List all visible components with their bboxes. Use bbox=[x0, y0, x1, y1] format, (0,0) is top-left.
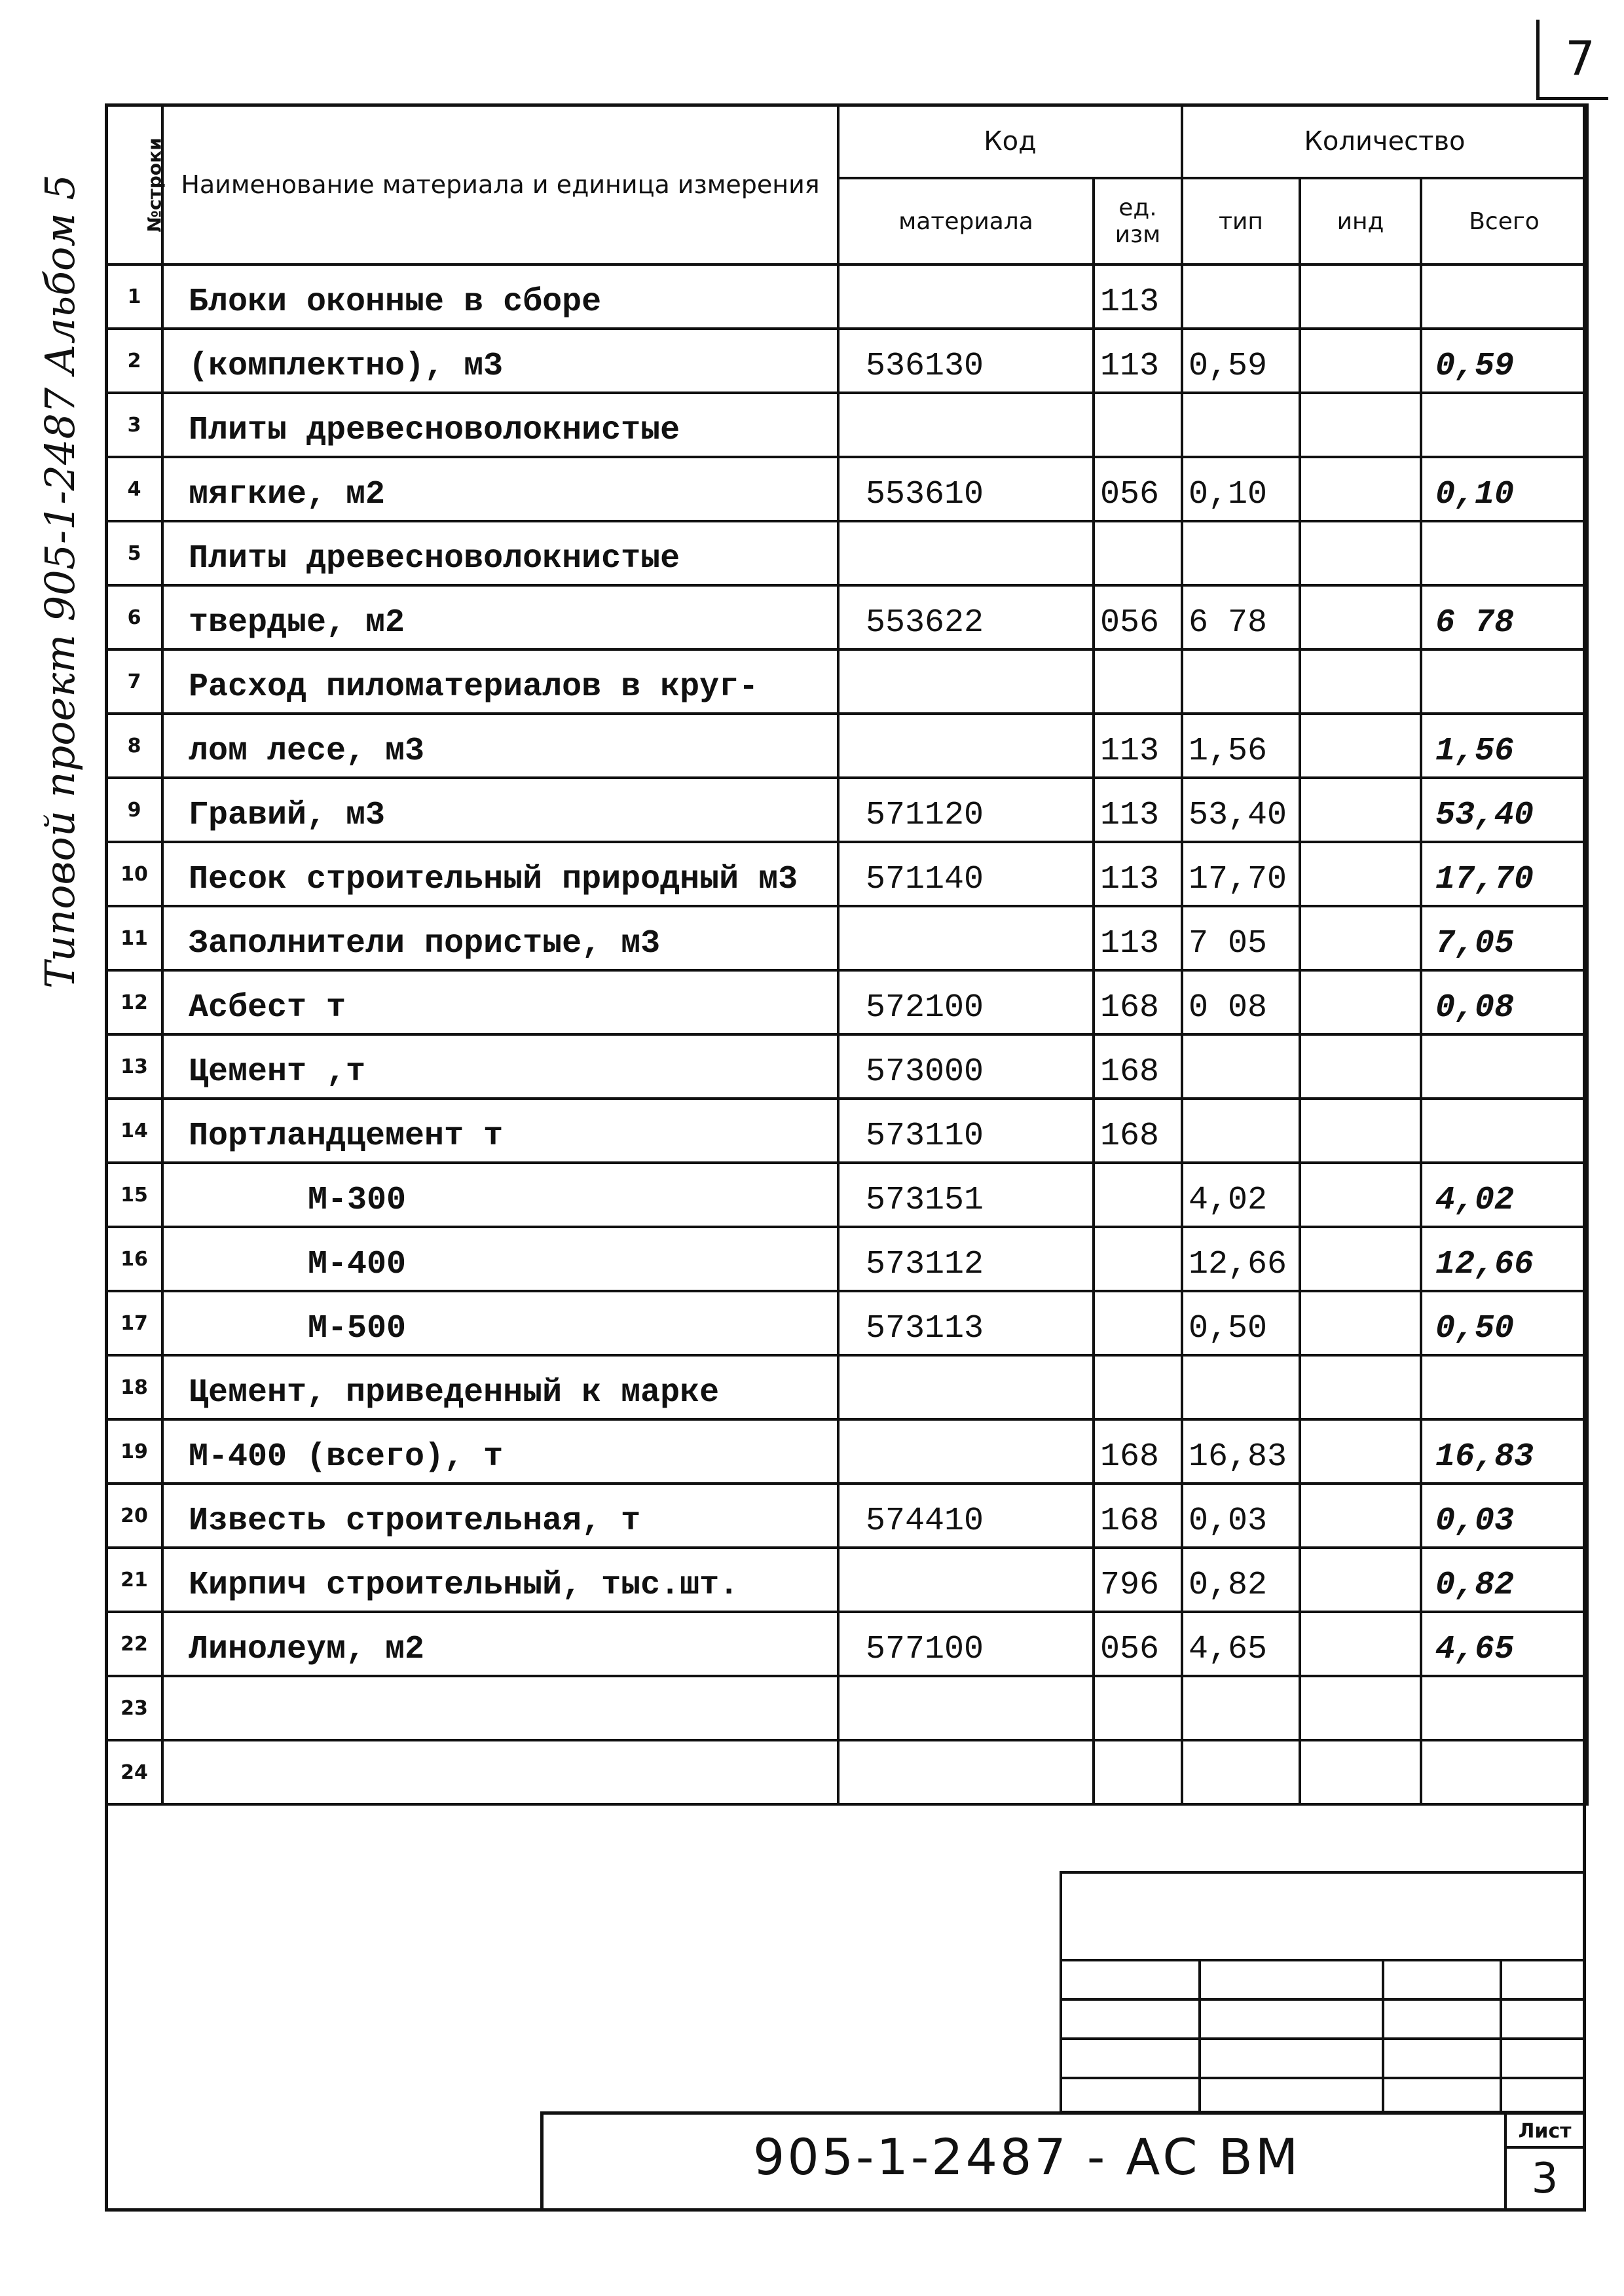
table-row bbox=[106, 1484, 1587, 1548]
quantity-type-cell: 0,59 bbox=[1182, 329, 1300, 393]
header-material-name: Наименование материала и единица измерения bbox=[162, 105, 838, 264]
row-number-cell: 9 bbox=[106, 778, 162, 842]
quantity-ind-cell bbox=[1300, 1612, 1421, 1676]
table-row bbox=[106, 1034, 1587, 1099]
material-name-cell: Цемент ,т bbox=[162, 1034, 838, 1099]
material-name-cell: Плиты древесноволокнистые bbox=[162, 521, 838, 585]
quantity-ind-cell bbox=[1300, 1740, 1421, 1804]
material-code-cell: 571120 bbox=[838, 778, 1094, 842]
material-code-cell: 574410 bbox=[838, 1484, 1094, 1548]
quantity-type-cell: 0,82 bbox=[1182, 1548, 1300, 1612]
row-number-cell: 3 bbox=[106, 393, 162, 457]
unit-code-cell bbox=[1094, 649, 1182, 714]
quantity-total-cell bbox=[1421, 393, 1587, 457]
side-annotation: Типовой проект 905-1-2487 Альбом 5 bbox=[36, 174, 84, 989]
unit-code-cell bbox=[1094, 1163, 1182, 1227]
material-name-cell: Линолеум, м2 bbox=[162, 1612, 838, 1676]
material-code-cell bbox=[838, 1419, 1094, 1484]
quantity-type-cell bbox=[1182, 393, 1300, 457]
quantity-ind-cell bbox=[1300, 1291, 1421, 1355]
unit-code-cell bbox=[1094, 1740, 1182, 1804]
table-row bbox=[106, 1740, 1587, 1804]
table-row bbox=[106, 778, 1587, 842]
table-row bbox=[106, 649, 1587, 714]
material-code-cell bbox=[838, 714, 1094, 778]
material-code-cell bbox=[838, 649, 1094, 714]
material-name-cell: Портландцемент т bbox=[162, 1099, 838, 1163]
quantity-total-cell: 53,40 bbox=[1421, 778, 1587, 842]
table-row bbox=[106, 457, 1587, 521]
quantity-total-cell: 7,05 bbox=[1421, 906, 1587, 970]
quantity-type-cell: 6 78 bbox=[1182, 585, 1300, 649]
material-name-cell: Гравий, м3 bbox=[162, 778, 838, 842]
stamp-line bbox=[1062, 2037, 1583, 2040]
unit-code-cell: 113 bbox=[1094, 264, 1182, 329]
header-row-number-label: №строки bbox=[143, 137, 166, 232]
stamp-line bbox=[1062, 2077, 1583, 2079]
unit-code-cell: 113 bbox=[1094, 778, 1182, 842]
material-code-cell: 577100 bbox=[838, 1612, 1094, 1676]
row-number-cell: 17 bbox=[106, 1291, 162, 1355]
quantity-total-cell bbox=[1421, 1034, 1587, 1099]
quantity-type-cell: 1,56 bbox=[1182, 714, 1300, 778]
material-name-cell: Расход пиломатериалов в круг- bbox=[162, 649, 838, 714]
quantity-type-cell: 7 05 bbox=[1182, 906, 1300, 970]
row-number-cell: 24 bbox=[106, 1740, 162, 1804]
row-number-cell: 7 bbox=[106, 649, 162, 714]
row-number-cell: 2 bbox=[106, 329, 162, 393]
row-number-cell: 20 bbox=[106, 1484, 162, 1548]
table-row bbox=[106, 1676, 1587, 1740]
material-name-cell: Цемент, приведенный к марке bbox=[162, 1355, 838, 1419]
table-row bbox=[106, 521, 1587, 585]
unit-code-cell bbox=[1094, 521, 1182, 585]
quantity-type-cell: 4,65 bbox=[1182, 1612, 1300, 1676]
quantity-total-cell: 4,02 bbox=[1421, 1163, 1587, 1227]
unit-code-cell: 113 bbox=[1094, 329, 1182, 393]
material-code-cell bbox=[838, 1548, 1094, 1612]
material-code-cell: 572100 bbox=[838, 970, 1094, 1034]
material-name-cell: М-500 bbox=[162, 1291, 838, 1355]
document-code: 905-1-2487 - АС ВМ bbox=[753, 2128, 1301, 2186]
quantity-ind-cell bbox=[1300, 457, 1421, 521]
header-code-group: Код bbox=[838, 105, 1182, 178]
quantity-total-cell bbox=[1421, 1355, 1587, 1419]
header-quantity-type: тип bbox=[1182, 178, 1300, 264]
quantity-total-cell bbox=[1421, 264, 1587, 329]
unit-code-cell: 168 bbox=[1094, 1419, 1182, 1484]
quantity-type-cell bbox=[1182, 1099, 1300, 1163]
quantity-ind-cell bbox=[1300, 329, 1421, 393]
material-name-cell: Плиты древесноволокнистые bbox=[162, 393, 838, 457]
material-code-cell bbox=[838, 1676, 1094, 1740]
material-code-cell: 571140 bbox=[838, 842, 1094, 906]
row-number-cell: 4 bbox=[106, 457, 162, 521]
row-number-cell: 5 bbox=[106, 521, 162, 585]
table-row bbox=[106, 393, 1587, 457]
quantity-type-cell: 12,66 bbox=[1182, 1227, 1300, 1291]
table-row bbox=[106, 1612, 1587, 1676]
row-number-cell: 6 bbox=[106, 585, 162, 649]
quantity-total-cell: 0,08 bbox=[1421, 970, 1587, 1034]
row-number-cell: 8 bbox=[106, 714, 162, 778]
row-number-cell: 12 bbox=[106, 970, 162, 1034]
material-code-cell: 573151 bbox=[838, 1163, 1094, 1227]
quantity-total-cell: 16,83 bbox=[1421, 1419, 1587, 1484]
quantity-total-cell: 0,03 bbox=[1421, 1484, 1587, 1548]
quantity-ind-cell bbox=[1300, 393, 1421, 457]
materials-table bbox=[105, 103, 1589, 1806]
material-name-cell: М-300 bbox=[162, 1163, 838, 1227]
material-name-cell: М-400 (всего), т bbox=[162, 1419, 838, 1484]
stamp-divider bbox=[1500, 1959, 1502, 2111]
quantity-type-cell bbox=[1182, 1740, 1300, 1804]
material-name-cell: лом лесе, м3 bbox=[162, 714, 838, 778]
row-number-cell: 16 bbox=[106, 1227, 162, 1291]
quantity-ind-cell bbox=[1300, 970, 1421, 1034]
header-row-number bbox=[106, 105, 166, 264]
table-row bbox=[106, 1548, 1587, 1612]
material-code-cell bbox=[838, 264, 1094, 329]
material-code-cell: 573113 bbox=[838, 1291, 1094, 1355]
quantity-ind-cell bbox=[1300, 1484, 1421, 1548]
stamp-line bbox=[1062, 1959, 1583, 1961]
quantity-type-cell: 0,50 bbox=[1182, 1291, 1300, 1355]
material-code-cell bbox=[838, 1740, 1094, 1804]
unit-code-cell bbox=[1094, 1291, 1182, 1355]
unit-code-cell bbox=[1094, 1676, 1182, 1740]
quantity-total-cell: 4,65 bbox=[1421, 1612, 1587, 1676]
quantity-total-cell: 6 78 bbox=[1421, 585, 1587, 649]
material-code-cell: 553622 bbox=[838, 585, 1094, 649]
quantity-ind-cell bbox=[1300, 1676, 1421, 1740]
quantity-type-cell: 0 08 bbox=[1182, 970, 1300, 1034]
row-number-cell: 13 bbox=[106, 1034, 162, 1099]
quantity-type-cell: 4,02 bbox=[1182, 1163, 1300, 1227]
table-row bbox=[106, 585, 1587, 649]
row-number-cell: 10 bbox=[106, 842, 162, 906]
unit-code-cell bbox=[1094, 1355, 1182, 1419]
stamp-grid bbox=[1060, 1871, 1586, 2113]
quantity-ind-cell bbox=[1300, 1227, 1421, 1291]
row-number-cell: 18 bbox=[106, 1355, 162, 1419]
table-row bbox=[106, 1227, 1587, 1291]
quantity-ind-cell bbox=[1300, 1548, 1421, 1612]
quantity-ind-cell bbox=[1300, 1163, 1421, 1227]
quantity-ind-cell bbox=[1300, 842, 1421, 906]
material-name-cell: Известь строительная, т bbox=[162, 1484, 838, 1548]
quantity-type-cell bbox=[1182, 1355, 1300, 1419]
page-number-rule bbox=[1536, 97, 1608, 100]
unit-code-cell: 113 bbox=[1094, 842, 1182, 906]
row-number-cell: 11 bbox=[106, 906, 162, 970]
quantity-total-cell: 12,66 bbox=[1421, 1227, 1587, 1291]
quantity-ind-cell bbox=[1300, 649, 1421, 714]
quantity-total-cell bbox=[1421, 1676, 1587, 1740]
material-code-cell bbox=[838, 393, 1094, 457]
quantity-type-cell: 0,10 bbox=[1182, 457, 1300, 521]
quantity-type-cell bbox=[1182, 1034, 1300, 1099]
unit-code-cell: 056 bbox=[1094, 457, 1182, 521]
unit-code-cell: 113 bbox=[1094, 714, 1182, 778]
material-code-cell: 553610 bbox=[838, 457, 1094, 521]
quantity-type-cell: 0,03 bbox=[1182, 1484, 1300, 1548]
page-number: 7 bbox=[1536, 20, 1608, 97]
table-row bbox=[106, 1419, 1587, 1484]
quantity-ind-cell bbox=[1300, 778, 1421, 842]
quantity-ind-cell bbox=[1300, 585, 1421, 649]
quantity-total-cell bbox=[1421, 649, 1587, 714]
quantity-total-cell bbox=[1421, 1099, 1587, 1163]
quantity-total-cell: 0,59 bbox=[1421, 329, 1587, 393]
material-name-cell: Песок строительный природный м3 bbox=[162, 842, 838, 906]
row-number-cell: 21 bbox=[106, 1548, 162, 1612]
quantity-total-cell: 0,10 bbox=[1421, 457, 1587, 521]
material-name-cell: (комплектно), м3 bbox=[162, 329, 838, 393]
header-code-unit: ед. изм bbox=[1094, 178, 1182, 264]
quantity-type-cell: 53,40 bbox=[1182, 778, 1300, 842]
row-number-cell: 1 bbox=[106, 264, 162, 329]
unit-code-cell bbox=[1094, 393, 1182, 457]
quantity-ind-cell bbox=[1300, 1355, 1421, 1419]
material-name-cell: мягкие, м2 bbox=[162, 457, 838, 521]
row-number-cell: 23 bbox=[106, 1676, 162, 1740]
material-code-cell: 573110 bbox=[838, 1099, 1094, 1163]
quantity-ind-cell bbox=[1300, 264, 1421, 329]
quantity-type-cell: 17,70 bbox=[1182, 842, 1300, 906]
row-number-cell: 19 bbox=[106, 1419, 162, 1484]
sheet-number: 3 bbox=[1531, 2155, 1559, 2203]
table-row bbox=[106, 1291, 1587, 1355]
material-code-cell: 573000 bbox=[838, 1034, 1094, 1099]
sheet-box bbox=[1504, 2115, 1583, 2208]
material-name-cell bbox=[162, 1676, 838, 1740]
row-number-cell: 15 bbox=[106, 1163, 162, 1227]
material-code-cell: 536130 bbox=[838, 329, 1094, 393]
quantity-total-cell: 17,70 bbox=[1421, 842, 1587, 906]
material-code-cell: 573112 bbox=[838, 1227, 1094, 1291]
table-row bbox=[106, 714, 1587, 778]
unit-code-cell bbox=[1094, 1227, 1182, 1291]
material-code-cell bbox=[838, 1355, 1094, 1419]
unit-code-cell: 168 bbox=[1094, 1484, 1182, 1548]
quantity-type-cell bbox=[1182, 264, 1300, 329]
row-number-cell: 14 bbox=[106, 1099, 162, 1163]
stamp-line bbox=[1062, 1998, 1583, 2001]
title-block bbox=[540, 2111, 1586, 2212]
table-row bbox=[106, 1163, 1587, 1227]
materials-table-body bbox=[106, 264, 1587, 1804]
header-quantity-total: Всего bbox=[1421, 178, 1587, 264]
quantity-type-cell: 16,83 bbox=[1182, 1419, 1300, 1484]
quantity-total-cell bbox=[1421, 1740, 1587, 1804]
sheet-label: Лист bbox=[1507, 2115, 1583, 2149]
stamp-divider bbox=[1382, 1959, 1384, 2111]
quantity-total-cell: 0,82 bbox=[1421, 1548, 1587, 1612]
quantity-ind-cell bbox=[1300, 714, 1421, 778]
material-name-cell: М-400 bbox=[162, 1227, 838, 1291]
material-name-cell: Заполнители пористые, м3 bbox=[162, 906, 838, 970]
unit-code-cell: 796 bbox=[1094, 1548, 1182, 1612]
unit-code-cell: 168 bbox=[1094, 1034, 1182, 1099]
header-quantity-group: Количество bbox=[1182, 105, 1587, 178]
quantity-ind-cell bbox=[1300, 1034, 1421, 1099]
row-number-cell: 22 bbox=[106, 1612, 162, 1676]
quantity-ind-cell bbox=[1300, 521, 1421, 585]
quantity-type-cell bbox=[1182, 649, 1300, 714]
unit-code-cell: 168 bbox=[1094, 970, 1182, 1034]
header-quantity-ind: инд bbox=[1300, 178, 1421, 264]
quantity-ind-cell bbox=[1300, 906, 1421, 970]
table-row bbox=[106, 842, 1587, 906]
table-row bbox=[106, 906, 1587, 970]
material-name-cell: Блоки оконные в сборе bbox=[162, 264, 838, 329]
quantity-ind-cell bbox=[1300, 1419, 1421, 1484]
quantity-total-cell: 1,56 bbox=[1421, 714, 1587, 778]
table-row bbox=[106, 1355, 1587, 1419]
material-code-cell bbox=[838, 521, 1094, 585]
table-row bbox=[106, 329, 1587, 393]
material-name-cell bbox=[162, 1740, 838, 1804]
unit-code-cell: 113 bbox=[1094, 906, 1182, 970]
table-row bbox=[106, 970, 1587, 1034]
header-code-material: материала bbox=[838, 178, 1094, 264]
table-row bbox=[106, 1099, 1587, 1163]
table-row bbox=[106, 264, 1587, 329]
quantity-type-cell bbox=[1182, 521, 1300, 585]
material-name-cell: Асбест т bbox=[162, 970, 838, 1034]
material-name-cell: твердые, м2 bbox=[162, 585, 838, 649]
stamp-divider bbox=[1198, 1959, 1201, 2111]
unit-code-cell: 168 bbox=[1094, 1099, 1182, 1163]
quantity-total-cell: 0,50 bbox=[1421, 1291, 1587, 1355]
material-code-cell bbox=[838, 906, 1094, 970]
quantity-ind-cell bbox=[1300, 1099, 1421, 1163]
unit-code-cell: 056 bbox=[1094, 1612, 1182, 1676]
quantity-total-cell bbox=[1421, 521, 1587, 585]
material-name-cell: Кирпич строительный, тыс.шт. bbox=[162, 1548, 838, 1612]
unit-code-cell: 056 bbox=[1094, 585, 1182, 649]
quantity-type-cell bbox=[1182, 1676, 1300, 1740]
